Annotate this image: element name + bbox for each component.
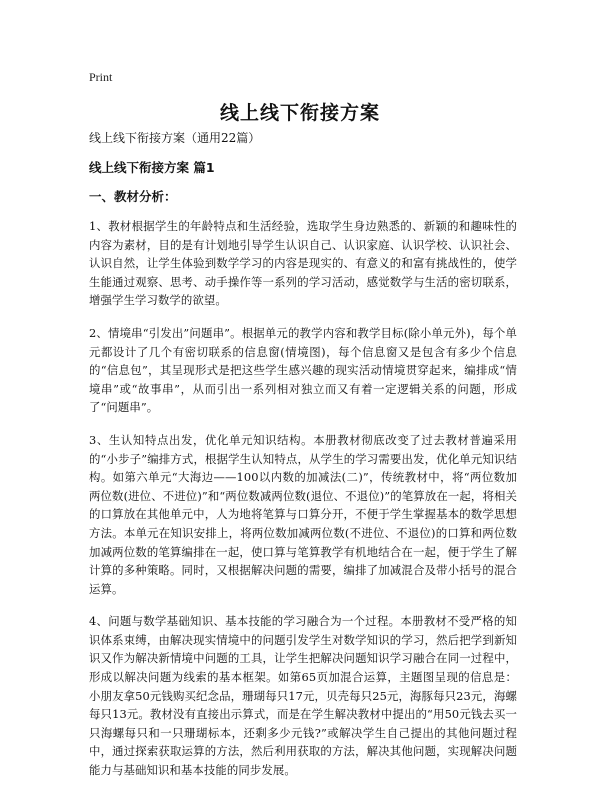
sub-heading: 一、教材分析：	[89, 189, 177, 204]
paragraph-3: 3、生认知特点出发，优化单元知识结构。本册教材彻底改变了过去教材普遍采用的“小步子”编排方式，根据学生认知特点，从学生的学习需要出发，优化单元知识结构。如第六单元“大海边——100以内数的加减法(二)”，传统教材中，将“两位数加两位数(进位、不进位)”和“两位数减两位数(退位、不退位)”的笔算放在一起，将相关的口算放在其他单元中，人为地将笔算与口算分开，不便于学生掌握基本的数学思想方法。本单元在知识安排上，将两位数加减两位数(不进位、不退位)的口算和两位数加减两位数的笔算编排在一起，使口算与笔算教学有机地结合在一起，便于学生了解计算的多种策略。同时，又根据解决问题的需要，编排了加减混合及带小括号的混合运算。	[89, 432, 517, 596]
section-heading: 线上线下衔接方案 篇1	[89, 160, 215, 175]
document-title: 线上线下衔接方案	[219, 102, 380, 124]
document-subtitle: 线上线下衔接方案（通用22篇）	[89, 131, 261, 145]
document-body	[89, 130, 517, 794]
paragraph-1: 1、教材根据学生的年龄特点和生活经验，选取学生身边熟悉的、新颖的和趣味性的内容为素材，目的是有计划地引导学生认识自己、认识家庭、认识学校、认识社会、认识自然，让学生体验到数学学习的内容是现实的、有意义的和富有挑战性的，使学生能通过观察、思考、动手操作等一系列的学习活动，感觉数学与生活的密切联系，增强学生学习数学的欲望。	[89, 219, 517, 308]
print-link[interactable]: Print	[89, 70, 113, 84]
paragraph-2: 2、情境串“引发出”问题串”。根据单元的教学内容和教学目标(除小单元外)，每个单元都设计了几个有密切联系的信息窗(情境图)，每个信息窗又是包含有多少个信息的“信息包”，其呈现形式是把这些学生感兴趣的现实活动情境贯穿起来，编排成“情境串”或“故事串”，从而引出一系列相对独立而又有着一定逻辑关系的问题，形成了“问题串”。	[89, 325, 517, 415]
paragraph-4: 4、问题与数学基础知识、基本技能的学习融合为一个过程。本册教材不受严格的知识体系束缚，由解决现实情境中的问题引发学生对数学知识的学习，然后把学到新知识又作为解决新情境中问题的工具，让学生把解决问题知识学习融合在同一过程中，形成以解决问题为线索的基本框架。如第65页加混合运算，主题图呈现的信息是：小朋友拿50元钱购买纪念品，珊瑚每只17元，贝壳每只25元，海豚每只23元，海螺每只13元。教材没有直接出示算式，而是在学生解决教材中提出的“用50元钱去买一只海螺每只和一只珊瑚标本，还剩多少元钱?”或解决学生自己提出的其他问题过程中，通过探索获取运算的方法，然后利用获取的方法，解决其他问题，实现解决问题能力与基础知识和基本技能的同步发展。	[89, 614, 517, 778]
